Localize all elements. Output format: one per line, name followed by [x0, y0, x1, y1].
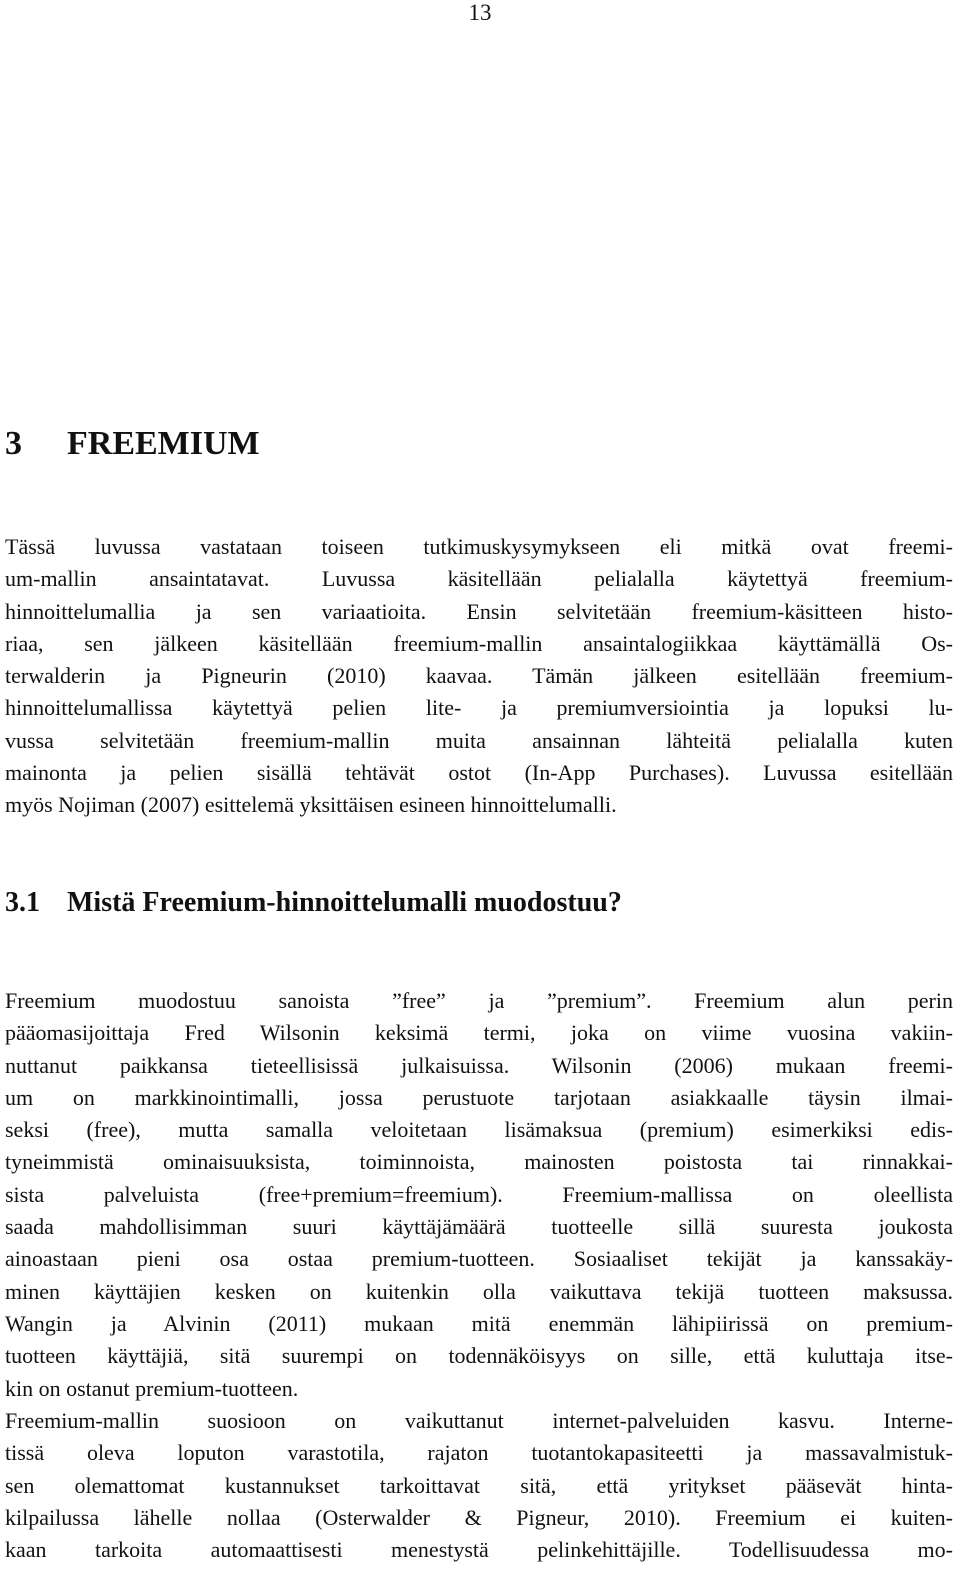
text-line: seksi (free), mutta samalla veloitetaan lisämaksua (premium) esimerkiksi edis- — [5, 1117, 953, 1143]
text-line: Tässä luvussa vastataan toiseen tutkimuskysymykseen eli mitkä ovat freemi- — [5, 534, 953, 559]
text-line: hinnoittelumallia ja sen variaatioita. Ensin selvitetään freemium-käsitteen histo- — [5, 598, 953, 624]
text-line: kaan tarkoita automaattisesti menestystä pelinkehittäjille. Todellisuudessa mo- — [5, 1537, 953, 1563]
text-line: minen käyttäjien kesken on kuitenkin olla vaikuttava tekijä tuotteen maksussa. — [5, 1278, 953, 1304]
text-line: saada mahdollisimman suuri käyttäjämäärä tuotteelle sillä suuresta joukosta — [5, 1214, 953, 1240]
text-line: vussa selvitetään freemium-mallin muita ansainnan lähteitä pelialalla kuten — [5, 727, 953, 753]
page-number: 13 — [468, 0, 492, 25]
text-line: sista palveluista (free+premium=freemium). Freemium-mallissa on oleellista — [5, 1181, 953, 1207]
section-heading — [5, 884, 622, 922]
text-line: sen olemattomat kustannukset tarkoittavat sitä, että yritykset pääsevät hinta- — [5, 1472, 953, 1498]
body-paragraph-2 — [5, 1405, 953, 1566]
text-line: kilpailussa lähelle nollaa (Osterwalder & Pigneur, 2010). Freemium ei kuiten- — [5, 1504, 953, 1530]
text-line: Freemium muodostuu sanoista ”free” ja ”premium”. Freemium alun perin — [5, 988, 953, 1013]
text-line: ainoastaan pieni osa ostaa premium-tuotteen. Sosiaaliset tekijät ja kanssakäy- — [5, 1246, 953, 1272]
text-line: nuttanut paikkansa tieteellisissä julkaisuissa. Wilsonin (2006) mukaan freemi- — [5, 1052, 953, 1078]
text-line: tyneimmistä ominaisuuksista, toiminnoista, mainosten poistosta tai rinnakkai- — [5, 1149, 953, 1175]
text-line: myös Nojiman (2007) esittelemä yksittäisen esineen hinnoittelumalli. — [5, 792, 617, 818]
text-line: Wangin ja Alvinin (2011) mukaan mitä enemmän lähipiirissä on premium- — [5, 1310, 953, 1336]
text-line: um on markkinointimalli, jossa perustuote tarjotaan asiakkaalle täysin ilmai- — [5, 1084, 953, 1110]
text-line: um-mallin ansaintatavat. Luvussa käsitellään pelialalla käytettyä freemium- — [5, 566, 953, 592]
text-line: tissä oleva loputon varastotila, rajaton tuotantokapasiteetti ja massavalmistuk- — [5, 1440, 953, 1466]
intro-paragraph — [5, 531, 953, 822]
chapter-heading — [5, 422, 260, 466]
body-paragraph-1 — [5, 985, 953, 1405]
chapter-number: 3 — [5, 425, 22, 462]
chapter-title: FREEMIUM — [67, 425, 260, 462]
text-line: terwalderin ja Pigneurin (2010) kaavaa. Tämän jälkeen esitellään freemium- — [5, 663, 953, 689]
text-line: hinnoittelumallissa käytettyä pelien lite- ja premiumversiointia ja lopuksi lu- — [5, 695, 953, 721]
section-number: 3.1 — [5, 887, 40, 918]
section-title: Mistä Freemium-hinnoittelumalli muodostuu? — [67, 887, 622, 918]
text-line: pääomasijoittaja Fred Wilsonin keksimä termi, joka on viime vuosina vakiin- — [5, 1020, 953, 1046]
text-line: riaa, sen jälkeen käsitellään freemium-mallin ansaintalogiikkaa käyttämällä Os- — [5, 630, 953, 656]
text-line: Freemium-mallin suosioon on vaikuttanut internet-palveluiden kasvu. Interne- — [5, 1408, 953, 1433]
text-line: tuotteen käyttäjiä, sitä suurempi on todennäköisyys on sille, että kuluttaja itse- — [5, 1343, 953, 1369]
text-line: kin on ostanut premium-tuotteen. — [5, 1375, 299, 1401]
text-line: mainonta ja pelien sisällä tehtävät ostot (In-App Purchases). Luvussa esitellään — [5, 760, 953, 786]
